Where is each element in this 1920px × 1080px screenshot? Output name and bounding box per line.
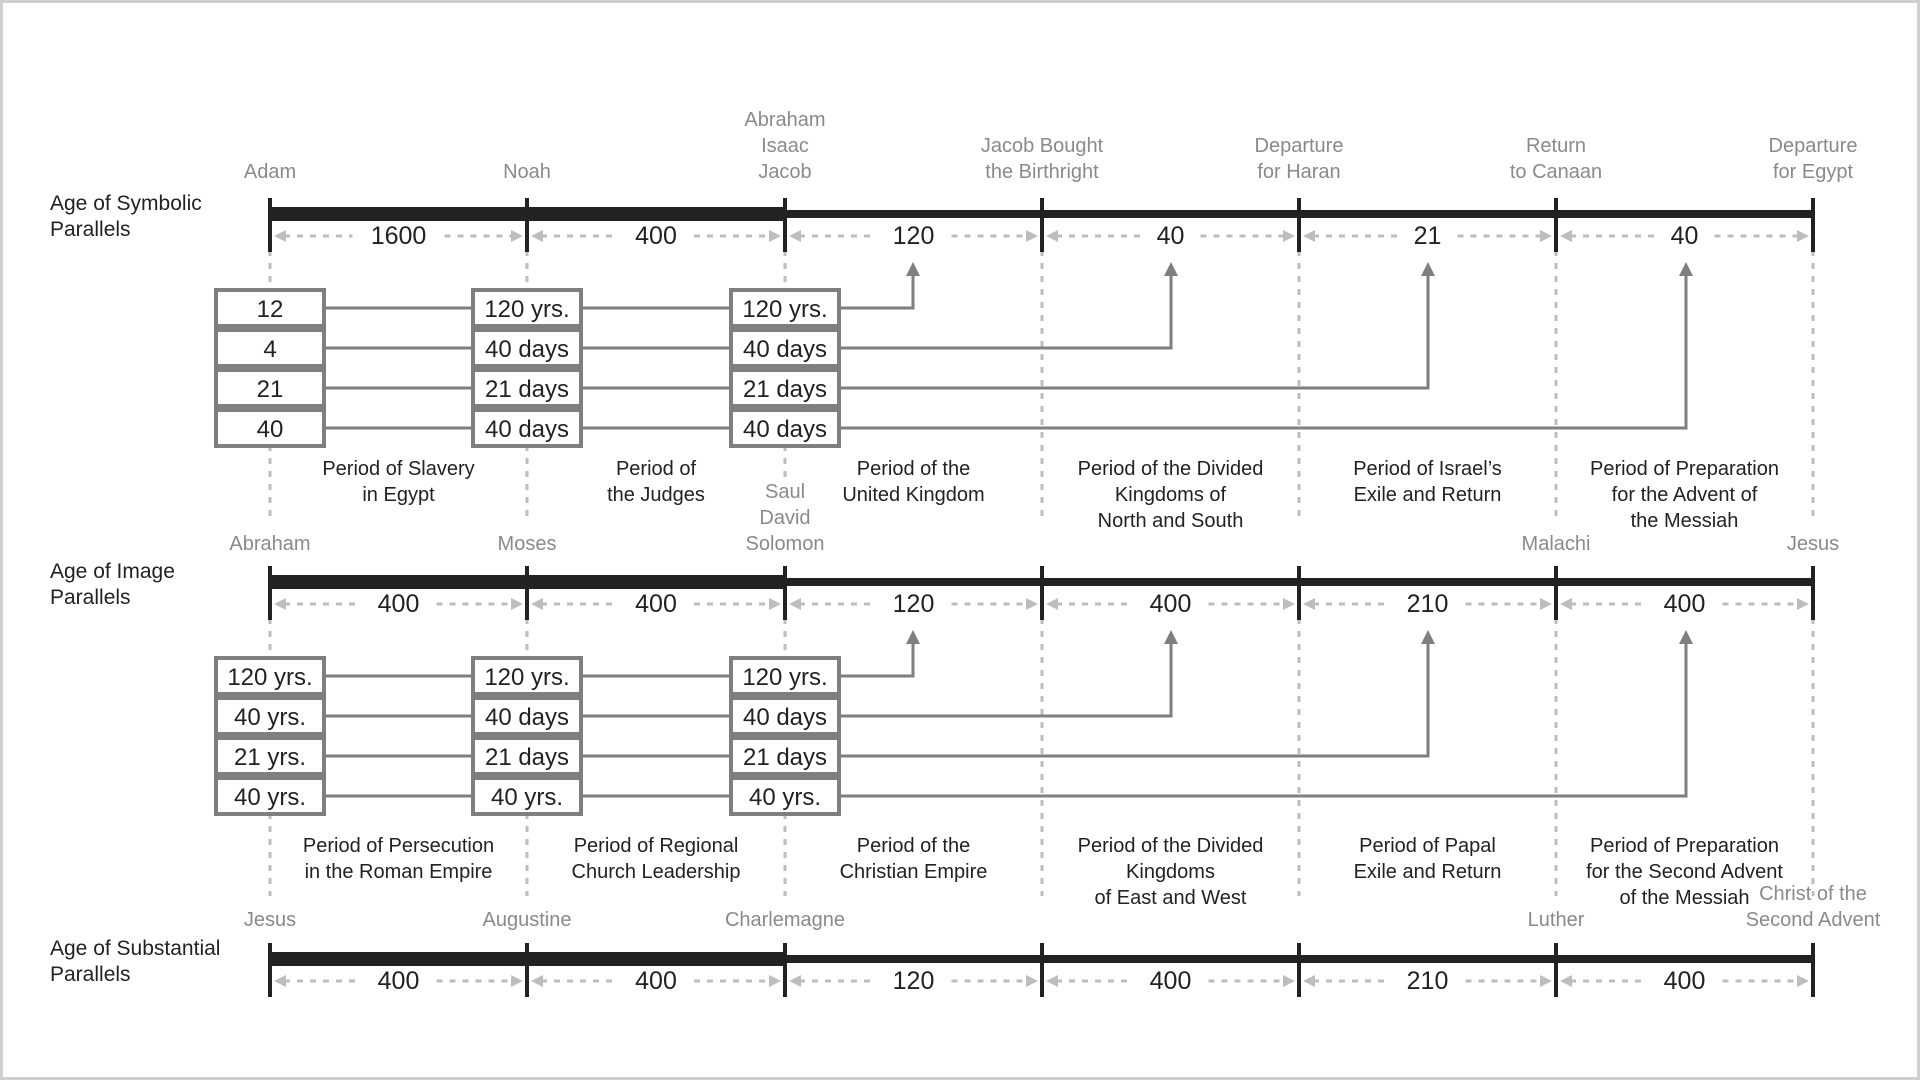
duration-arrowhead	[1046, 598, 1058, 610]
duration-value: 210	[1406, 967, 1449, 995]
period-label: Period of Preparation	[1589, 458, 1780, 480]
parallel-arrow	[839, 642, 1686, 796]
period-label: Period of the	[856, 458, 971, 480]
period-label: the Judges	[607, 484, 705, 506]
duration-value: 400	[377, 590, 420, 618]
period-label: Period of the Divided	[1077, 458, 1264, 480]
parallel-arrowhead	[1421, 630, 1435, 644]
parallel-box-value: 12	[256, 296, 284, 323]
parallel-box-value: 120 yrs.	[484, 664, 570, 691]
duration-value: 40	[1670, 222, 1699, 250]
event-label: Solomon	[745, 533, 825, 555]
duration-arrowhead	[1046, 230, 1058, 242]
duration-arrowhead	[1046, 975, 1058, 987]
duration-arrowhead	[789, 975, 801, 987]
parallel-box-value: 40 yrs.	[233, 704, 307, 731]
period-label: of East and West	[1094, 887, 1247, 909]
parallel-arrow	[839, 274, 1171, 348]
duration-arrowhead	[1026, 975, 1038, 987]
period-label: of the Messiah	[1619, 887, 1750, 909]
duration-arrowhead	[274, 975, 286, 987]
duration-arrowhead	[1540, 230, 1552, 242]
period-label: United Kingdom	[842, 484, 985, 506]
event-label: Departure	[1768, 135, 1858, 157]
parallel-boxes-1	[216, 262, 1693, 446]
duration-arrowhead	[1797, 598, 1809, 610]
age-row-1	[50, 109, 1857, 252]
parallel-box-value: 120 yrs.	[227, 664, 313, 691]
parallel-box-value: 21 yrs.	[233, 744, 307, 771]
duration-arrowhead	[789, 230, 801, 242]
parallel-arrow	[839, 274, 913, 308]
period-label: Period of Persecution	[302, 835, 495, 857]
duration-arrowhead	[531, 975, 543, 987]
event-label: Saul	[764, 481, 806, 503]
duration-arrowhead	[274, 598, 286, 610]
event-label: Charlemagne	[724, 909, 846, 931]
event-label: Jacob	[758, 161, 812, 183]
parallel-box-value: 21	[256, 376, 284, 403]
parallel-box-value: 21 days	[484, 376, 570, 403]
event-label: Departure	[1254, 135, 1344, 157]
duration-value: 120	[892, 967, 935, 995]
age-label: Parallels	[50, 218, 131, 241]
event-label: Second Advent	[1745, 909, 1881, 931]
parallel-arrowhead	[1164, 630, 1178, 644]
event-label: to Canaan	[1509, 161, 1603, 183]
period-label: Period of Preparation	[1589, 835, 1780, 857]
duration-arrowhead	[1283, 598, 1295, 610]
event-label: Christ of the	[1759, 883, 1867, 905]
age-label: Age of Symbolic	[50, 192, 202, 215]
parallel-arrowhead	[1679, 630, 1693, 644]
duration-value: 120	[892, 590, 935, 618]
parallel-arrow	[839, 642, 1428, 756]
parallel-box-value: 40 yrs.	[748, 784, 822, 811]
duration-value: 1600	[370, 222, 427, 250]
period-label: Period of Israel’s	[1353, 458, 1502, 480]
age-row-3	[50, 835, 1881, 997]
duration-arrowhead	[1303, 598, 1315, 610]
period-label: in Egypt	[362, 484, 435, 506]
event-label: Adam	[243, 161, 297, 183]
period-label: North and South	[1097, 510, 1244, 532]
duration-arrowhead	[1540, 598, 1552, 610]
age-label: Parallels	[50, 963, 131, 986]
parallel-arrow	[839, 274, 1686, 428]
duration-value: 400	[377, 967, 420, 995]
period-label: Church Leadership	[571, 861, 741, 883]
period-label: Period of Papal	[1359, 835, 1496, 857]
parallel-arrow	[839, 274, 1428, 388]
parallel-boxes-2	[216, 630, 1693, 814]
duration-arrowhead	[511, 975, 523, 987]
parallel-box-value: 40 days	[742, 416, 828, 443]
period-label: Period of Regional	[573, 835, 739, 857]
period-label: Period of Slavery	[322, 458, 475, 480]
duration-arrowhead	[1797, 230, 1809, 242]
duration-arrowhead	[1560, 975, 1572, 987]
duration-value: 40	[1156, 222, 1185, 250]
parallel-box-value: 40 yrs.	[490, 784, 564, 811]
duration-value: 120	[892, 222, 935, 250]
parallel-box-value: 120 yrs.	[742, 664, 828, 691]
duration-arrowhead	[769, 598, 781, 610]
duration-arrowhead	[1026, 598, 1038, 610]
parallel-box-value: 21 days	[742, 744, 828, 771]
event-label: Moses	[497, 533, 557, 555]
duration-arrowhead	[1026, 230, 1038, 242]
period-label: Period of	[615, 458, 697, 480]
period-label: the Messiah	[1630, 510, 1739, 532]
parallel-arrowhead	[1164, 262, 1178, 276]
parallel-arrowhead	[906, 630, 920, 644]
duration-arrowhead	[769, 230, 781, 242]
duration-value: 400	[635, 967, 677, 995]
period-label: Christian Empire	[839, 861, 988, 883]
duration-value: 210	[1406, 590, 1449, 618]
event-label: Augustine	[482, 909, 572, 931]
event-label: Noah	[503, 161, 551, 183]
duration-value: 400	[1149, 967, 1192, 995]
duration-arrowhead	[1283, 975, 1295, 987]
duration-value: 400	[635, 590, 677, 618]
duration-arrowhead	[1283, 230, 1295, 242]
parallel-box-value: 40	[256, 416, 284, 443]
parallel-arrowhead	[1421, 262, 1435, 276]
duration-arrowhead	[274, 230, 286, 242]
period-label: Period of the	[856, 835, 971, 857]
parallel-box-value: 40 days	[484, 704, 570, 731]
duration-arrowhead	[531, 598, 543, 610]
duration-arrowhead	[511, 598, 523, 610]
event-label: Abraham	[229, 533, 311, 555]
parallel-box-value: 40 days	[742, 704, 828, 731]
parallel-box-value: 40 days	[484, 416, 570, 443]
event-label: David	[759, 507, 811, 529]
period-label: for the Advent of	[1611, 484, 1758, 506]
parallel-arrowhead	[1679, 262, 1693, 276]
duration-arrowhead	[1560, 230, 1572, 242]
parallel-box-value: 40 days	[484, 336, 570, 363]
event-label: Malachi	[1521, 533, 1591, 555]
parallel-arrow	[839, 642, 1171, 716]
period-label: Kingdoms of	[1114, 484, 1227, 506]
period-label: for the Second Advent	[1586, 861, 1783, 883]
event-label: Abraham	[744, 109, 826, 131]
duration-arrowhead	[511, 230, 523, 242]
event-label: the Birthright	[985, 161, 1099, 183]
duration-value: 400	[635, 222, 677, 250]
duration-arrowhead	[1797, 975, 1809, 987]
duration-value: 21	[1413, 222, 1442, 250]
age-label: Age of Substantial	[50, 937, 221, 960]
age-label: Parallels	[50, 586, 131, 609]
age-label: Age of Image	[50, 560, 175, 583]
duration-arrowhead	[1540, 975, 1552, 987]
parallel-box-value: 21 days	[742, 376, 828, 403]
event-label: for Egypt	[1772, 161, 1854, 183]
parallel-box-value: 40 yrs.	[233, 784, 307, 811]
event-label: for Haran	[1257, 161, 1341, 183]
parallel-box-value: 4	[263, 336, 277, 363]
event-label: Luther	[1527, 909, 1585, 931]
duration-arrowhead	[531, 230, 543, 242]
period-label: Period of the Divided	[1077, 835, 1264, 857]
duration-arrowhead	[1560, 598, 1572, 610]
parallel-arrow	[839, 642, 913, 676]
age-row-2	[50, 458, 1839, 620]
parallel-box-value: 21 days	[484, 744, 570, 771]
event-label: Jesus	[243, 909, 297, 931]
duration-value: 400	[1663, 967, 1706, 995]
event-label: Jesus	[1786, 533, 1840, 555]
parallel-box-value: 120 yrs.	[742, 296, 828, 323]
duration-arrowhead	[1303, 230, 1315, 242]
parallel-box-value: 40 days	[742, 336, 828, 363]
duration-arrowhead	[1303, 975, 1315, 987]
period-label: Exile and Return	[1353, 861, 1502, 883]
period-label: in the Roman Empire	[304, 861, 493, 883]
period-label: Kingdoms	[1126, 861, 1215, 883]
duration-arrowhead	[769, 975, 781, 987]
event-label: Isaac	[761, 135, 809, 157]
event-label: Return	[1525, 135, 1587, 157]
duration-arrowhead	[789, 598, 801, 610]
duration-value: 400	[1663, 590, 1706, 618]
event-label: Jacob Bought	[980, 135, 1104, 157]
duration-value: 400	[1149, 590, 1192, 618]
period-label: Exile and Return	[1353, 484, 1502, 506]
parallel-box-value: 120 yrs.	[484, 296, 570, 323]
parallel-arrowhead	[906, 262, 920, 276]
